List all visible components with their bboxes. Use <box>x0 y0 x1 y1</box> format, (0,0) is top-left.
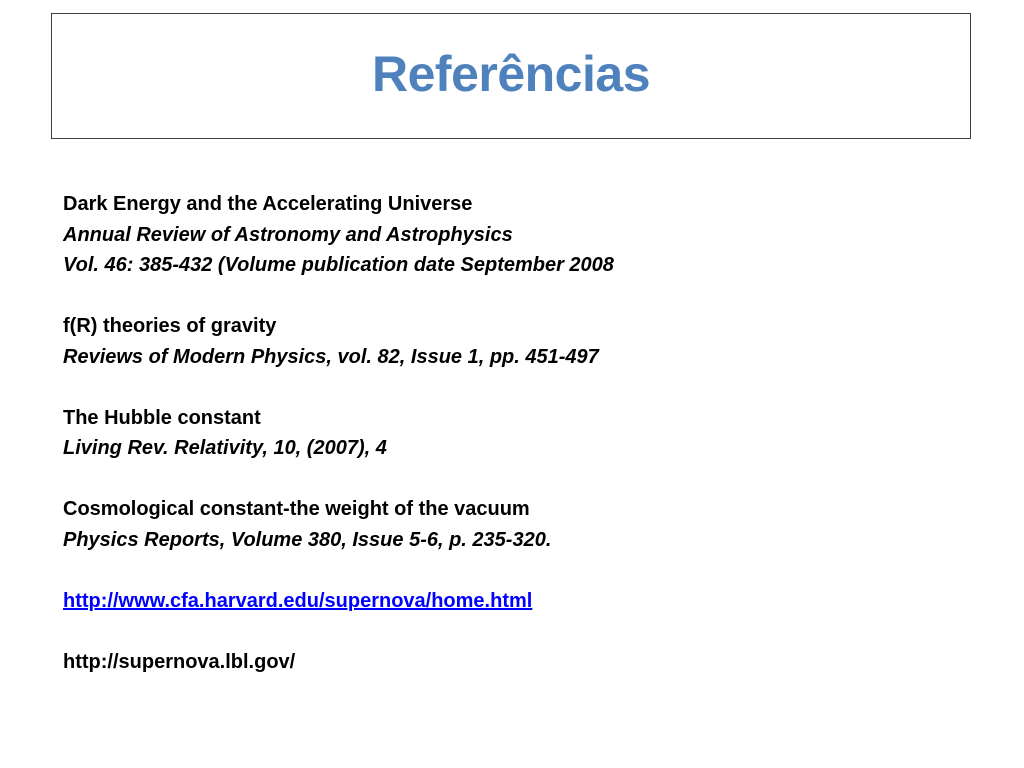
link-block-harvard <box>63 586 963 617</box>
reference-journal: Living Rev. Relativity, 10, (2007), 4 <box>63 437 387 459</box>
reference-title: f(R) theories of gravity <box>63 315 277 337</box>
harvard-supernova-link[interactable]: http://www.cfa.harvard.edu/supernova/home.html <box>63 589 533 612</box>
reference-volume: Vol. 46: 385-432 (Volume publication date September 2008 <box>63 254 614 276</box>
reference-title: The Hubble constant <box>63 406 261 429</box>
reference-dark-energy <box>63 189 963 281</box>
reference-cosmological-constant <box>63 494 963 555</box>
reference-journal: Reviews of Modern Physics, vol. 82, Issue 1, pp. 451-497 <box>63 345 599 368</box>
reference-fr-gravity <box>63 311 963 372</box>
reference-title: Cosmological constant-the weight of the vacuum <box>63 498 530 520</box>
link-block-lbl <box>63 647 963 678</box>
reference-hubble-constant <box>63 403 963 464</box>
references-list <box>63 189 963 708</box>
reference-title: Dark Energy and the Accelerating Universe <box>63 193 473 215</box>
slide-title: Referências <box>372 46 650 102</box>
title-box <box>51 13 971 139</box>
reference-journal: Physics Reports, Volume 380, Issue 5-6, p. 235-320. <box>63 528 552 551</box>
lbl-supernova-url: http://supernova.lbl.gov/ <box>63 650 296 673</box>
reference-journal: Annual Review of Astronomy and Astrophysics <box>63 223 513 246</box>
